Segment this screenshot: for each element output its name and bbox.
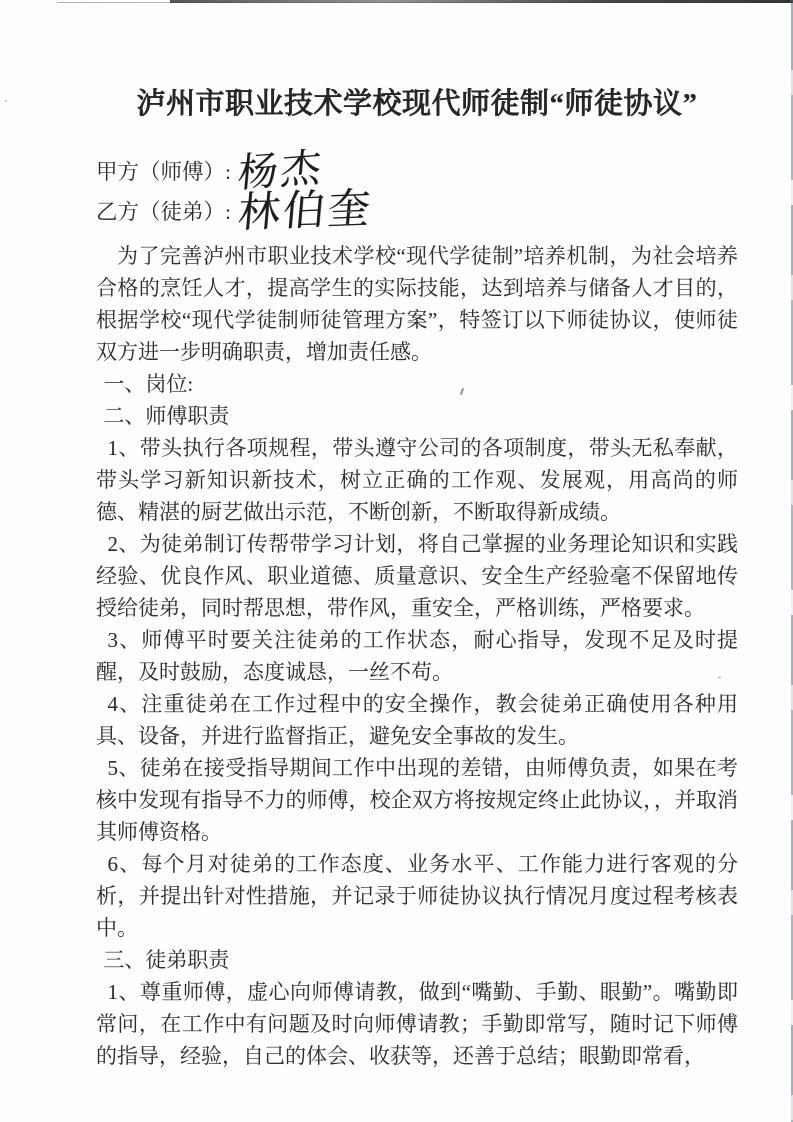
section-heading-mentor-duties: 二、师傅职责 [103,404,230,428]
party-b-row [96,186,738,238]
party-b-label: 乙方（徒弟）: [96,200,231,224]
party-a-handwritten-signature: 杨杰 [235,144,326,197]
apprentice-duty-item: 1、尊重师傅，虚心向师傅请教，做到“嘴勤、手勤、眼勤”。嘴勤即常问，在工作中有问题及时向师傅请教；手勤即常写，随时记下师傅的指导，经验，自己的体会、收获等，还善于总结；眼勤即常看， [96,980,738,1068]
party-a-row [96,144,738,197]
section-heading-apprentice-duties: 三、徒弟职责 [103,948,230,972]
mentor-duty-item: 2、为徒弟制订传帮带学习计划，将自己掌握的业务理论知识和实践经验、优良作风、职业道德、质量意识、安全生产经验毫不保留地传授给徒弟，同时帮思想，带作风，重安全，严格训练，严格要求。 [96,532,738,620]
intro-paragraph: 为了完善泸州市职业技术学校“现代学徒制”培养机制，为社会培养合格的烹饪人才，提高学生的实际技能，达到培养与储备人才目的，根据学校“现代学徒制师徒管理方案”，特签订以下师徒协议，使师徒双方进一步明确职责，增加责任感。 [96,244,738,364]
section-heading-position: 一、岗位: [103,372,194,396]
party-a-label: 甲方（师傅）: [96,160,231,184]
signature-block [96,144,738,238]
scan-top-edge-line-thick [170,0,793,3]
mentor-duty-item: 3、师傅平时要关注徒弟的工作状态，耐心指导，发现不足及时提醒，及时鼓励，态度诚恳，一丝不苟。 [96,628,738,684]
mentor-duty-item: 5、徒弟在接受指导期间工作中出现的差错，由师傅负责，如果在考核中发现有指导不力的师傅，校企双方将按规定终止此协议，，并取消其师傅资格。 [96,756,738,844]
mentor-duty-item: 6、每个月对徒弟的工作态度、业务水平、工作能力进行客观的分析，并提出针对性措施，并记录于师徒协议执行情况月度过程考核表中。 [96,852,738,940]
mentor-duty-item: 4、注重徒弟在工作过程中的安全操作，教会徒弟正确使用各种用具、设备，并进行监督指正，避免安全事故的发生。 [96,692,738,748]
document-title: 泸州市职业技术学校现代师徒制“师徒协议” [136,88,698,120]
agreement-body [96,240,738,1072]
scan-speck [5,100,7,102]
party-b-handwritten-signature: 林伯奎 [235,186,375,238]
document-content [96,86,738,1072]
mentor-duty-item: 1、带头执行各项规程，带头遵守公司的各项制度，带头无私奉献，带头学习新知识新技术，树立正确的工作观、发展观，用高尚的师德、精湛的厨艺做出示范，不断创新，不断取得新成绩。 [96,436,738,524]
